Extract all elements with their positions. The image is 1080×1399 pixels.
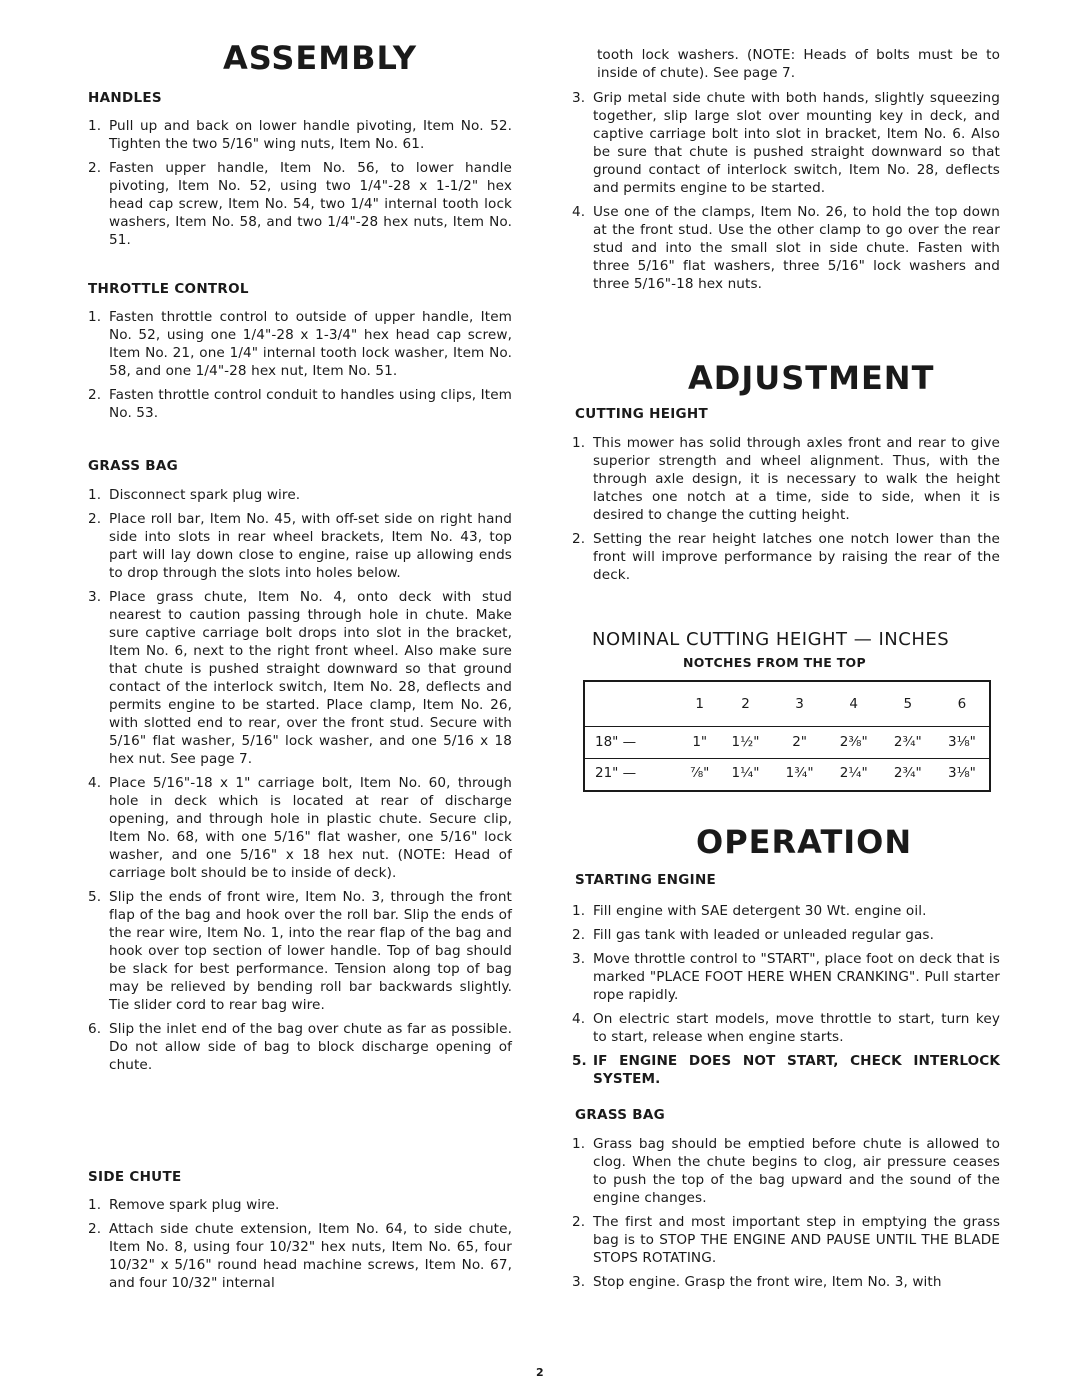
table-cell: 2	[741, 695, 750, 712]
cutting-height-table	[583, 680, 991, 792]
list-item: 2. Place roll bar, Item No. 45, with off-set side on right hand side into slots in rear wheel brackets, Item No. 43, top part will lay down close to engine, raise up allowing ends to drop through the slots into holes below.	[88, 511, 512, 581]
table-cell: 3⅛"	[947, 765, 976, 782]
table-cell: 5	[903, 695, 913, 712]
table-cell: 1¾"	[785, 765, 814, 782]
list-item: 1. Remove spark plug wire.	[88, 1197, 280, 1213]
table-cell: 3	[795, 695, 804, 712]
list-item: 2. Setting the rear height latches one notch lower than the front will improve performance by raising the rear of the deck.	[572, 531, 1000, 583]
table-title: NOMINAL CUTTING HEIGHT — INCHES	[592, 629, 950, 650]
starting-engine-list	[572, 902, 1000, 1094]
list-item: 1. Disconnect spark plug wire.	[88, 487, 301, 503]
operation-grass-bag-list	[572, 1135, 1000, 1297]
grass-bag-heading: GRASS BAG	[88, 458, 178, 474]
list-item: 1. This mower has solid through axles front and rear to give superior strength and wheel alignment. Thus, with the through axle design, it is necessary to walk the height latches one notch at a time, side to side, when it is desired to change the cutting height.	[572, 435, 1000, 523]
table-cell: 3⅛"	[947, 734, 976, 750]
handles-heading: HANDLES	[88, 90, 162, 106]
table-cell: 1"	[692, 734, 708, 750]
list-item: 3. Move throttle control to "START", place foot on deck that is marked "PLACE FOOT HERE WHEN CRANKING". Pull starter rope rapidly.	[572, 951, 1000, 1003]
table-cell: 18" —	[595, 734, 637, 750]
side-chute-list-continued	[572, 89, 1000, 299]
table-cell: 6	[957, 695, 967, 712]
table-cell: 4	[849, 695, 858, 712]
table-row	[585, 758, 989, 788]
table-cell: 1½"	[731, 734, 760, 750]
throttle-heading: THROTTLE CONTROL	[88, 281, 249, 297]
list-item: 2. Attach side chute extension, Item No. 64, to side chute, Item No. 8, using four 10/32" hex nuts, Item No. 65, four 10/32" x 5/16" round head machine screws, Item No. 67, and four 10/32" internal	[88, 1221, 512, 1291]
list-item: 3. Grip metal side chute with both hands, slightly squeezing together, slip large slot over mounting key in deck, and captive carriage bolt into slot in bracket, Item No. 6. Also be sure that chute is pushed straight downward so that ground contact of interlock switch, Item No. 28, deflects and permits engine to be started.	[572, 90, 1000, 196]
page-number: 2	[536, 1366, 544, 1379]
list-item: 2. Fasten throttle control conduit to handles using clips, Item No. 53.	[88, 387, 512, 421]
list-item: 6. Slip the inlet end of the bag over chute as far as possible. Do not allow side of bag to block discharge opening of chute.	[88, 1021, 512, 1073]
list-item: 1. Fasten throttle control to outside of upper handle, Item No. 52, using one 1/4"-28 x 1-3/4" hex head cap screw, Item No. 21, one 1/4" internal tooth lock washer, Item No. 58, and one 1/4"-28 hex nut, Item No. 51.	[88, 309, 512, 379]
list-item: 1. Fill engine with SAE detergent 30 Wt. engine oil.	[572, 903, 927, 919]
operation-title: OPERATION	[696, 823, 913, 861]
list-item: 3. Stop engine. Grasp the front wire, Item No. 3, with	[572, 1274, 942, 1290]
table-row	[585, 682, 989, 726]
list-item: 4. Place 5/16"-18 x 1" carriage bolt, Item No. 60, through hole in deck which is located at rear of discharge opening, and through hole in plastic chute. Secure clip, Item No. 68, with one 5/16" flat washer, one 5/16" lock washer, and one 5/16" x 18 hex nut. (NOTE: Head of carriage bolt should be to inside of deck).	[88, 775, 512, 881]
list-item: 4. Use one of the clamps, Item No. 26, to hold the top down at the front stud. Use the other clamp to go over the rear stud and into the small slot in side chute. Fasten with three 5/16" flat washers, three 5/16" lock washers and three 5/16"-18 hex nuts.	[572, 204, 1000, 292]
assembly-title: ASSEMBLY	[223, 39, 418, 77]
table-cell: 1	[695, 695, 705, 712]
list-item: 4. On electric start models, move throttle to start, turn key to start, release when engine starts.	[572, 1011, 1000, 1045]
list-item: 5. IF ENGINE DOES NOT START, CHECK INTERLOCK SYSTEM.	[572, 1053, 1000, 1087]
table-cell: 2¾"	[893, 765, 922, 782]
table-cell: 2¾"	[893, 734, 922, 750]
starting-engine-heading: STARTING ENGINE	[575, 872, 717, 888]
table-row	[585, 726, 989, 758]
handles-list	[88, 117, 512, 255]
list-item: 3. Place grass chute, Item No. 4, onto deck with stud nearest to caution passing through hole in chute. Make sure captive carriage bolt drops into slot in the bracket, Item No. 6, next to the right front wheel. Also make sure that chute is pushed straight downward so that ground contact of the interlock switch, Item No. 28, deflects and permits engine to be started. Place clamp, Item No. 26, with slotted end to rear, over the front stud. Secure with 5/16" flat washer, 5/16" lock washer, and one 5/16 x 18 hex nut. See page 7.	[88, 589, 512, 767]
side-chute-heading: SIDE CHUTE	[88, 1169, 182, 1185]
list-item: 2. Fill gas tank with leaded or unleaded regular gas.	[572, 927, 935, 943]
list-item: 2. The first and most important step in emptying the grass bag is to STOP THE ENGINE AND PAUSE UNTIL THE BLADE STOPS ROTATING.	[572, 1214, 1000, 1266]
table-cell: 2⅜"	[839, 734, 868, 750]
list-item: 1. Grass bag should be emptied before chute is allowed to clog. When the chute begins to clog, air pressure ceases to push the top of the bag upward and the sound of the engine changes.	[572, 1136, 1000, 1206]
table-subtitle: NOTCHES FROM THE TOP	[683, 655, 866, 670]
table-cell: 2"	[792, 734, 807, 750]
grass-bag-list	[88, 486, 512, 1080]
adjustment-title: ADJUSTMENT	[688, 359, 935, 397]
list-item: 2. Fasten upper handle, Item No. 56, to lower handle pivoting, Item No. 52, using two 1/4"-28 x 1-1/2" hex head cap screw, Item No. 54, two 1/4" internal tooth lock washers, Item No. 58, and two 1/4"-28 hex nuts, Item No. 51.	[88, 160, 512, 248]
throttle-list	[88, 308, 512, 428]
list-item: 1. Pull up and back on lower handle pivoting, Item No. 52. Tighten the two 5/16" wing nuts, Item No. 61.	[88, 118, 512, 152]
cutting-height-heading: CUTTING HEIGHT	[575, 406, 709, 422]
side-chute-continued: tooth lock washers. (NOTE: Heads of bolts must be to inside of chute). See page 7.	[597, 47, 1000, 81]
cutting-height-list	[572, 434, 1000, 590]
table-cell: 1¼"	[731, 765, 760, 782]
table-cell: 21" —	[595, 765, 637, 782]
side-chute-list	[88, 1196, 512, 1298]
list-item: 5. Slip the ends of front wire, Item No. 3, through the front flap of the bag and hook over the roll bar. Slip the ends of the rear wire, Item No. 1, into the rear flap of the bag and hook over top section of lower handle. Top of bag should be slack for best performance. Tension along top of bag may be relieved by bending roll bar backwards slightly. Tie slider cord to rear bag wire.	[88, 889, 512, 1013]
operation-grass-bag-heading: GRASS BAG	[575, 1107, 665, 1123]
table-cell: ⅞"	[690, 765, 710, 782]
table-cell: 2¼"	[839, 765, 868, 782]
